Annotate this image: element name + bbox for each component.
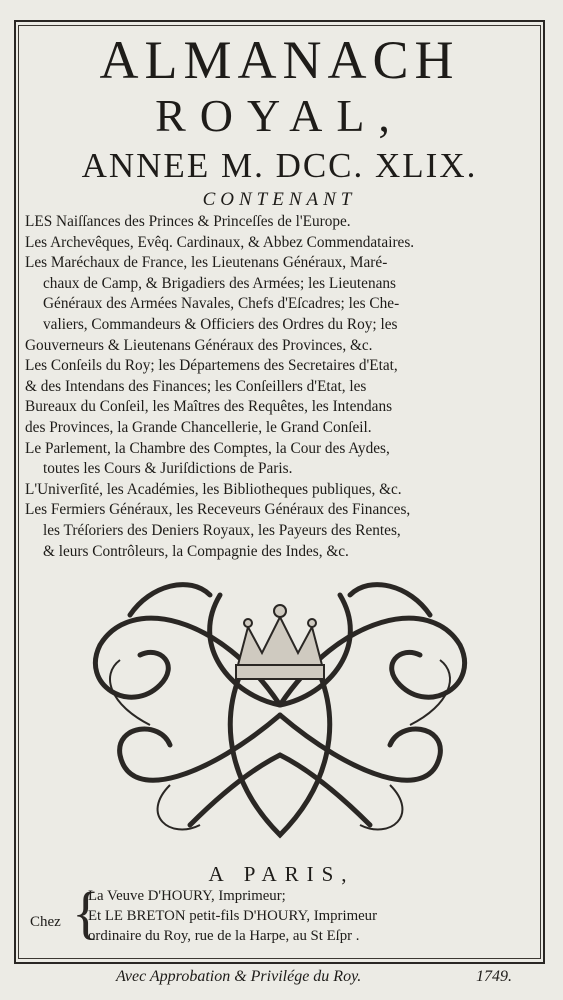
contents-paragraph xyxy=(22,212,537,233)
contents-line: toutes les Cours & Juriſdictions de Paris. xyxy=(43,460,293,478)
contents-line: Le Parlement, la Chambre des Comptes, la Cour des Aydes, xyxy=(25,439,390,457)
contents-line: Les Archevêques, Evêq. Cardinaux, & Abbez Commendataires. xyxy=(25,233,415,251)
title-almanach: ALMANACH xyxy=(99,30,460,90)
contents-line: des Provinces, la Grande Chancellerie, le Grand Conſeil. xyxy=(25,418,372,436)
publication-year: 1749. xyxy=(476,968,512,985)
title-year: ANNEE M. DCC. XLIX. xyxy=(81,146,478,185)
brace-glyph: { xyxy=(72,880,100,945)
printer-line: Et LE BRETON petit-fils D'HOURY, Imprimeur xyxy=(88,908,377,924)
contenant-heading: CONTENANT xyxy=(202,189,357,210)
contents-paragraph xyxy=(22,500,537,562)
contents-line: les Tréſoriers des Deniers Royaux, les Payeurs des Rentes, xyxy=(43,521,401,539)
contents-line: Bureaux du Conſeil, les Maîtres des Requêtes, les Intendans xyxy=(25,398,393,416)
title-block xyxy=(22,30,537,562)
contents-line: LES Naiſſances des Princes & Princeſſes de l'Europe. xyxy=(25,213,351,230)
contents-paragraph xyxy=(22,233,537,254)
contents-line: Les Fermiers Généraux, les Receveurs Généraux des Finances, xyxy=(25,501,411,519)
imprint-printers xyxy=(88,886,377,946)
contents-line: valiers, Commandeurs & Officiers des Ordres du Roy; les xyxy=(43,315,398,333)
contents-paragraph xyxy=(22,356,537,438)
printer-line: ordinaire du Roy, rue de la Harpe, au St Eſpr . xyxy=(88,928,360,944)
contents-line: Les Maréchaux de France, les Lieutenans Généraux, Maré- xyxy=(25,254,388,272)
approbation-line: Avec Approbation & Privilége du Roy. xyxy=(116,968,362,985)
contents-line: Généraux des Armées Navales, Chefs d'Eſcadres; les Che- xyxy=(43,295,400,313)
contents-line: chaux de Camp, & Brigadiers des Armées; les Lieutenans xyxy=(43,274,397,292)
contents-line: Les Conſeils du Roy; les Départemens des Secretaires d'Etat, xyxy=(25,357,398,375)
contents-line: & leurs Contrôleurs, la Compagnie des Indes, &c. xyxy=(43,542,349,560)
contents-paragraph xyxy=(22,253,537,356)
royal-crown-monogram-ornament xyxy=(70,555,490,855)
contents-line: & des Intendans des Finances; les Conſeillers d'Etat, les xyxy=(25,377,367,395)
contents-paragraph xyxy=(22,480,537,501)
contents-line: Gouverneurs & Lieutenans Généraux des Provinces, &c. xyxy=(25,336,373,354)
imprint-city: A PARIS, xyxy=(208,862,355,886)
contents-line: L'Univerſité, les Académies, les Bibliotheques publiques, &c. xyxy=(25,480,402,498)
imprint-chez: Chez xyxy=(30,914,61,930)
title-royal: ROYAL, xyxy=(155,90,404,141)
contents-paragraph xyxy=(22,439,537,480)
printer-line: La Veuve D'HOURY, Imprimeur; xyxy=(88,888,286,904)
